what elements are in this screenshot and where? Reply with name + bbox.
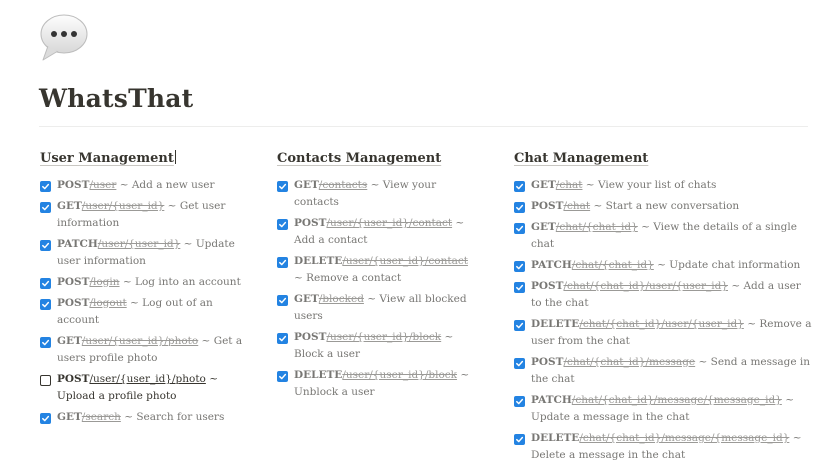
- todo-text[interactable]: [294, 367, 477, 401]
- checkmark-icon: [278, 334, 287, 343]
- checkmark-icon: [515, 359, 524, 368]
- todo-text[interactable]: [294, 177, 477, 211]
- todo-item: [277, 177, 477, 211]
- checkmark-icon: [41, 338, 50, 347]
- checkbox-checked[interactable]: [514, 223, 525, 234]
- checkbox-checked[interactable]: [277, 181, 288, 192]
- endpoint-path-link[interactable]: /user/{user_id}/block: [326, 331, 442, 343]
- checkmark-icon: [41, 279, 50, 288]
- checkbox-checked[interactable]: [277, 333, 288, 344]
- title-divider: [39, 126, 808, 127]
- todo-item: [40, 198, 252, 232]
- checkmark-icon: [41, 203, 50, 212]
- checkmark-icon: [515, 224, 524, 233]
- endpoint-path-link[interactable]: /chat/{chat_id}/message/{message_id}: [579, 432, 790, 444]
- checkbox-checked[interactable]: [514, 396, 525, 407]
- todo-text[interactable]: [57, 371, 252, 405]
- checkbox-checked[interactable]: [514, 320, 525, 331]
- endpoint-description: ~ Log out of an account: [57, 297, 213, 326]
- endpoint-description: ~ Remove a contact: [294, 272, 402, 284]
- endpoint-path-link[interactable]: /chat/{chat_id}/message: [563, 356, 696, 368]
- todo-text[interactable]: [294, 215, 477, 249]
- todo-item: [514, 198, 814, 215]
- http-method: GET: [294, 179, 319, 191]
- endpoint-path-link[interactable]: /search: [81, 411, 121, 423]
- endpoint-description: ~ Search for users: [120, 411, 225, 423]
- todo-item: [514, 278, 814, 312]
- checkbox-checked[interactable]: [277, 257, 288, 268]
- http-method: POST: [57, 373, 90, 385]
- endpoint-path-link[interactable]: /chat/{chat_id}/user/{user_id}: [563, 280, 728, 292]
- todo-item: [277, 291, 477, 325]
- column-heading[interactable]: Chat Management: [514, 151, 649, 166]
- checkmark-icon: [515, 397, 524, 406]
- http-method: PATCH: [57, 238, 98, 250]
- todo-item: [514, 177, 814, 194]
- endpoint-description: ~ Delete a message in the chat: [531, 432, 802, 461]
- http-method: GET: [531, 179, 556, 191]
- todo-text[interactable]: [531, 257, 800, 274]
- checkbox-checked[interactable]: [277, 371, 288, 382]
- speech-bubble-icon[interactable]: [38, 12, 90, 64]
- todo-text[interactable]: [57, 333, 252, 367]
- todo-text[interactable]: [531, 316, 814, 350]
- endpoint-description: ~ Add a contact: [294, 217, 465, 246]
- checkmark-icon: [278, 220, 287, 229]
- todo-item: [40, 409, 252, 426]
- checkbox-checked[interactable]: [40, 413, 51, 424]
- todo-item: [40, 274, 252, 291]
- todo-item: [277, 215, 477, 249]
- todo-item: [277, 253, 477, 287]
- todo-text[interactable]: [531, 354, 814, 388]
- checkmark-icon: [278, 296, 287, 305]
- endpoint-path-link[interactable]: /user/{user_id}/block: [342, 369, 458, 381]
- todo-text[interactable]: [294, 329, 477, 363]
- todo-item: [40, 371, 252, 405]
- checkmark-icon: [515, 182, 524, 191]
- http-method: DELETE: [531, 318, 580, 330]
- endpoint-path-link[interactable]: /user/{user_id}: [81, 200, 165, 212]
- todo-list: [277, 177, 477, 401]
- page-title[interactable]: WhatsThat: [39, 84, 194, 113]
- checkbox-checked[interactable]: [514, 282, 525, 293]
- checkbox-checked[interactable]: [40, 202, 51, 213]
- column-heading[interactable]: User Management: [40, 151, 174, 166]
- endpoint-path-link[interactable]: /user/{user_id}/contact: [326, 217, 453, 229]
- endpoint-path-link[interactable]: /chat/{chat_id}/user/{user_id}: [579, 318, 744, 330]
- todo-item: [40, 177, 252, 194]
- checkmark-icon: [515, 203, 524, 212]
- checkmark-icon: [41, 300, 50, 309]
- endpoint-description: ~ Get user information: [57, 200, 226, 229]
- checkbox-checked[interactable]: [277, 219, 288, 230]
- checkbox-checked[interactable]: [40, 240, 51, 251]
- checkmark-icon: [41, 241, 50, 250]
- http-method: GET: [294, 293, 319, 305]
- http-method: POST: [531, 200, 564, 212]
- todo-text[interactable]: [531, 430, 814, 464]
- todo-text[interactable]: [531, 392, 814, 426]
- http-method: POST: [294, 331, 327, 343]
- column-heading[interactable]: Contacts Management: [277, 151, 442, 166]
- endpoint-description: ~ Start a new conversation: [590, 200, 740, 212]
- endpoint-description: ~ Upload a profile photo: [57, 373, 219, 402]
- todo-item: [514, 392, 814, 426]
- http-method: POST: [531, 280, 564, 292]
- http-method: GET: [57, 200, 82, 212]
- todo-text[interactable]: [531, 198, 739, 215]
- endpoint-description: ~ Update a message in the chat: [531, 394, 794, 423]
- checkbox-checked[interactable]: [40, 181, 51, 192]
- checkbox-checked[interactable]: [514, 202, 525, 213]
- endpoint-description: ~ Unblock a user: [294, 369, 470, 398]
- endpoint-description: ~ View the details of a single chat: [531, 221, 797, 250]
- endpoint-path-link[interactable]: /blocked: [318, 293, 364, 305]
- endpoint-path-link[interactable]: /user: [89, 179, 117, 191]
- http-method: DELETE: [531, 432, 580, 444]
- endpoint-path-link[interactable]: /user/{user_id}/contact: [342, 255, 468, 267]
- todo-item: [40, 236, 252, 270]
- checkbox-checked[interactable]: [514, 358, 525, 369]
- todo-text[interactable]: [531, 177, 716, 194]
- endpoint-description: ~ View all blocked users: [294, 293, 467, 322]
- endpoint-path-link[interactable]: /chat: [555, 179, 583, 191]
- endpoint-description: ~ Update user information: [57, 238, 235, 267]
- todo-item: [277, 329, 477, 363]
- http-method: POST: [294, 217, 327, 229]
- checkbox-checked[interactable]: [277, 295, 288, 306]
- todo-text[interactable]: [294, 291, 477, 325]
- endpoint-path-link[interactable]: /chat: [563, 200, 591, 212]
- todo-text[interactable]: [57, 177, 215, 194]
- checkmark-icon: [515, 321, 524, 330]
- todo-text[interactable]: [531, 219, 814, 253]
- text-caret: [175, 150, 176, 164]
- todo-item: [40, 333, 252, 367]
- http-method: POST: [531, 356, 564, 368]
- todo-text[interactable]: [57, 236, 252, 270]
- endpoint-description: ~ Log into an account: [119, 276, 241, 288]
- column-chat-management: [514, 149, 814, 467]
- todo-item: [514, 316, 814, 350]
- endpoint-path-link[interactable]: /chat/{chat_id}: [555, 221, 638, 233]
- http-method: POST: [57, 179, 90, 191]
- endpoint-description: ~ Get a users profile photo: [57, 335, 243, 364]
- checkmark-icon: [515, 283, 524, 292]
- todo-item: [40, 295, 252, 329]
- endpoint-description: ~ Send a message in the chat: [531, 356, 811, 385]
- endpoint-path-link[interactable]: /user/{user_id}/photo: [89, 373, 206, 385]
- checkmark-icon: [278, 372, 287, 381]
- todo-text[interactable]: [57, 295, 252, 329]
- todo-list: [40, 177, 252, 426]
- http-method: GET: [57, 411, 82, 423]
- http-method: GET: [531, 221, 556, 233]
- checkmark-icon: [41, 182, 50, 191]
- checkbox-checked[interactable]: [514, 434, 525, 445]
- endpoint-path-link[interactable]: /login: [89, 276, 120, 288]
- endpoint-description: ~ Remove a user from the chat: [531, 318, 812, 347]
- endpoint-path-link[interactable]: /user/{user_id}/photo: [81, 335, 199, 347]
- checkmark-icon: [515, 435, 524, 444]
- http-method: PATCH: [531, 259, 572, 271]
- todo-item: [514, 257, 814, 274]
- todo-text[interactable]: [531, 278, 814, 312]
- endpoint-description: ~ View your contacts: [294, 179, 437, 208]
- todo-item: [277, 367, 477, 401]
- checkbox-checked[interactable]: [40, 278, 51, 289]
- endpoint-path-link[interactable]: /chat/{chat_id}: [571, 259, 654, 271]
- checkmark-icon: [41, 414, 50, 423]
- todo-item: [514, 354, 814, 388]
- http-method: GET: [57, 335, 82, 347]
- endpoint-description: ~ View your list of chats: [582, 179, 717, 191]
- checkbox-checked[interactable]: [514, 181, 525, 192]
- http-method: PATCH: [531, 394, 572, 406]
- todo-text[interactable]: [294, 253, 477, 287]
- todo-text[interactable]: [57, 409, 224, 426]
- checkbox-checked[interactable]: [40, 337, 51, 348]
- todo-item: [514, 219, 814, 253]
- checkmark-icon: [515, 262, 524, 271]
- checkbox-unchecked[interactable]: [40, 375, 51, 386]
- endpoint-path-link[interactable]: /logout: [89, 297, 127, 309]
- endpoint-path-link[interactable]: /chat/{chat_id}/message/{message_id}: [571, 394, 782, 406]
- column-contacts-management: [277, 149, 477, 405]
- http-method: POST: [57, 276, 90, 288]
- endpoint-path-link[interactable]: /contacts: [318, 179, 368, 191]
- http-method: DELETE: [294, 369, 343, 381]
- checkmark-icon: [278, 182, 287, 191]
- endpoint-description: ~ Add a user to the chat: [531, 280, 801, 309]
- endpoint-description: ~ Add a new user: [116, 179, 215, 191]
- http-method: POST: [57, 297, 90, 309]
- endpoint-description: ~ Block a user: [294, 331, 454, 360]
- column-user-management: [40, 149, 252, 430]
- todo-text[interactable]: [57, 274, 241, 291]
- todo-list: [514, 177, 814, 464]
- endpoint-path-link[interactable]: /user/{user_id}: [97, 238, 181, 250]
- checkbox-checked[interactable]: [40, 299, 51, 310]
- checkbox-checked[interactable]: [514, 261, 525, 272]
- http-method: DELETE: [294, 255, 343, 267]
- todo-item: [514, 430, 814, 464]
- checkmark-icon: [278, 258, 287, 267]
- endpoint-description: ~ Update chat information: [653, 259, 801, 271]
- todo-text[interactable]: [57, 198, 252, 232]
